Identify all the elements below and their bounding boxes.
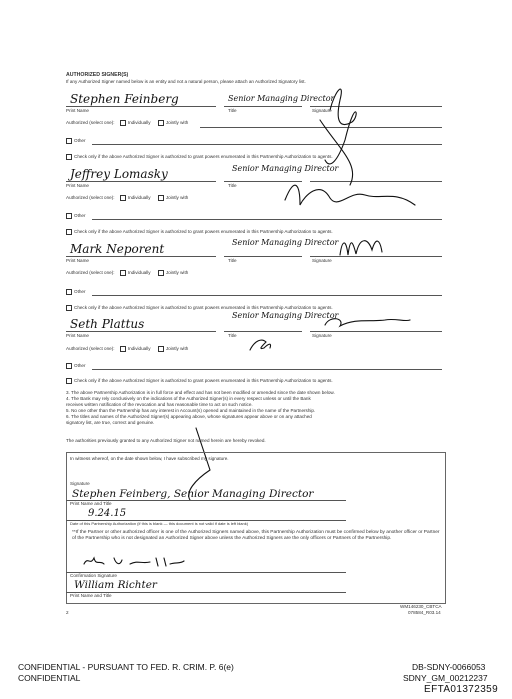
confirmation-name-label: Print Name and Title xyxy=(70,593,112,598)
footer-bates-db: DB-SDNY-0066053 xyxy=(412,662,486,672)
signature-scribble-4 xyxy=(325,319,410,326)
print-name-title-label: Print Name and Title xyxy=(70,501,112,506)
section-title: AUTHORIZED SIGNER(S) xyxy=(66,72,129,78)
date-label: Date of this Partnership Authorization (if this is blank — this document is not valid if date is left blank) xyxy=(70,521,249,526)
confirmation-note: **If the Partner or other authorized officer is one of the Authorized Signers named above, this Partnership Authorization must be confirmed below by another officer or Partner of the Partnership who is not designated an Authorized Signer above unless the Authorized Signers are the only officers or Partners of the Partnership. xyxy=(72,530,440,541)
section-intro: If any Authorized Signer named below is an entity and not a natural person, please attach an Authorized Signatory list. xyxy=(66,79,306,84)
authorized-label: Authorized (select one): xyxy=(66,195,115,201)
title-label: Title xyxy=(228,258,237,263)
page-number: 2 xyxy=(66,610,69,615)
footer-confidential-rule: CONFIDENTIAL - PURSUANT TO FED. R. CRIM. P. 6(e) xyxy=(18,662,234,672)
title-label: Title xyxy=(228,183,237,188)
witness-text: In witness whereof, on the date shown below, I have subscribed my signature. xyxy=(70,456,229,461)
individually-label: Individually xyxy=(127,270,151,276)
agents-label: Check only if the above Authorized Signer is authorized to grant powers enumerated in this Partnership Authorization to agents. xyxy=(74,305,333,311)
other-label: Other xyxy=(74,213,86,219)
signer-4-name: Seth Plattus xyxy=(70,317,145,331)
signer-3-title: Senior Managing Director xyxy=(232,238,339,247)
agents-label: Check only if the above Authorized Signer is authorized to grant powers enumerated in this Partnership Authorization to agents. xyxy=(74,154,333,160)
other-label: Other xyxy=(74,138,86,144)
statement-4-cont: receives written notification of the revocation and has reasonable time to act on such notice. xyxy=(66,402,253,407)
footer-efta: EFTA01372359 xyxy=(424,684,499,695)
signer-4-title: Senior Managing Director xyxy=(232,311,339,320)
signature-label: Signature xyxy=(312,258,332,263)
other-label: Other xyxy=(74,289,86,295)
revocation-text: The authorities previously granted to any Authorized Signer not named herein are hereby revoked. xyxy=(66,438,266,443)
signer-1-title: Senior Managing Director xyxy=(228,94,335,103)
jointly-label: Jointly with xyxy=(165,195,189,201)
confirmation-signature-scribble xyxy=(80,552,190,572)
signature-scribble-3 xyxy=(340,241,382,255)
confirmation-name: William Richter xyxy=(74,579,157,591)
title-label: Title xyxy=(228,333,237,338)
statement-6-cont: signatory list, are true, correct and genuine. xyxy=(66,420,155,425)
jointly-label: Jointly with xyxy=(165,346,189,352)
signer-2-name: Jeffrey Lomasky xyxy=(70,167,168,181)
signature-scribble-2 xyxy=(285,185,415,205)
footer-confidential: CONFIDENTIAL xyxy=(18,673,81,683)
footer-bates-sdny: SDNY_GM_00212237 xyxy=(403,673,488,683)
print-name-label: Print Name xyxy=(66,258,89,263)
signer-2-title: Senior Managing Director xyxy=(232,164,339,173)
authorized-label: Authorized (select one): xyxy=(66,120,115,126)
individually-label: Individually xyxy=(127,346,151,352)
signature-scribble-1 xyxy=(325,89,356,164)
print-name-label: Print Name xyxy=(66,108,89,113)
other-label: Other xyxy=(74,363,86,369)
statement-5: 5. No one other than the Partnership has any interest in Account(s) opened and maintained in the name of the Partnership. xyxy=(66,408,316,413)
signature-label: Signature xyxy=(312,333,332,338)
numbered-statements xyxy=(66,390,335,426)
signer-1-name: Stephen Feinberg xyxy=(70,92,179,106)
statement-4: 4. The Bank may rely conclusively on the indications of the Authorized Signer(s) in every respect unless or until the Bank xyxy=(66,396,311,401)
title-label: Title xyxy=(228,108,237,113)
individually-label: Individually xyxy=(127,195,151,201)
form-code-1: WM146230_CBTCA xyxy=(400,604,442,609)
statement-6: 6. The titles and names of the Authorized Signer(s) appearing above, whose signatures appear above or on any attached xyxy=(66,414,312,419)
statement-3: 3. The above Partnership Authorization is in full force and effect and has not been modified or amended since the date shown below. xyxy=(66,390,335,395)
signer-3-name: Mark Neporent xyxy=(70,242,165,256)
agents-label: Check only if the above Authorized Signer is authorized to grant powers enumerated in this Partnership Authorization to agents. xyxy=(74,378,333,384)
print-name-label: Print Name xyxy=(66,333,89,338)
jointly-label: Jointly with xyxy=(165,270,189,276)
authorized-label: Authorized (select one): xyxy=(66,270,115,276)
form-code-2: 078584_R03.14 xyxy=(408,610,441,615)
individually-label: Individually xyxy=(127,120,151,126)
jointly-scribble xyxy=(250,340,271,350)
signature-label: Signature xyxy=(70,481,90,486)
print-name-label: Print Name xyxy=(66,183,89,188)
agents-label: Check only if the above Authorized Signer is authorized to grant powers enumerated in this Partnership Authorization to agents. xyxy=(74,229,333,235)
certifier-name-title: Stephen Feinberg, Senior Managing Director xyxy=(72,488,314,500)
jointly-label: Jointly with xyxy=(165,120,189,126)
confirmation-signature-label: Confirmation Signature xyxy=(70,573,117,578)
authorized-label: Authorized (select one): xyxy=(66,346,115,352)
authorization-date: 9.24.15 xyxy=(88,508,127,519)
signature-label: Signature xyxy=(312,108,332,113)
